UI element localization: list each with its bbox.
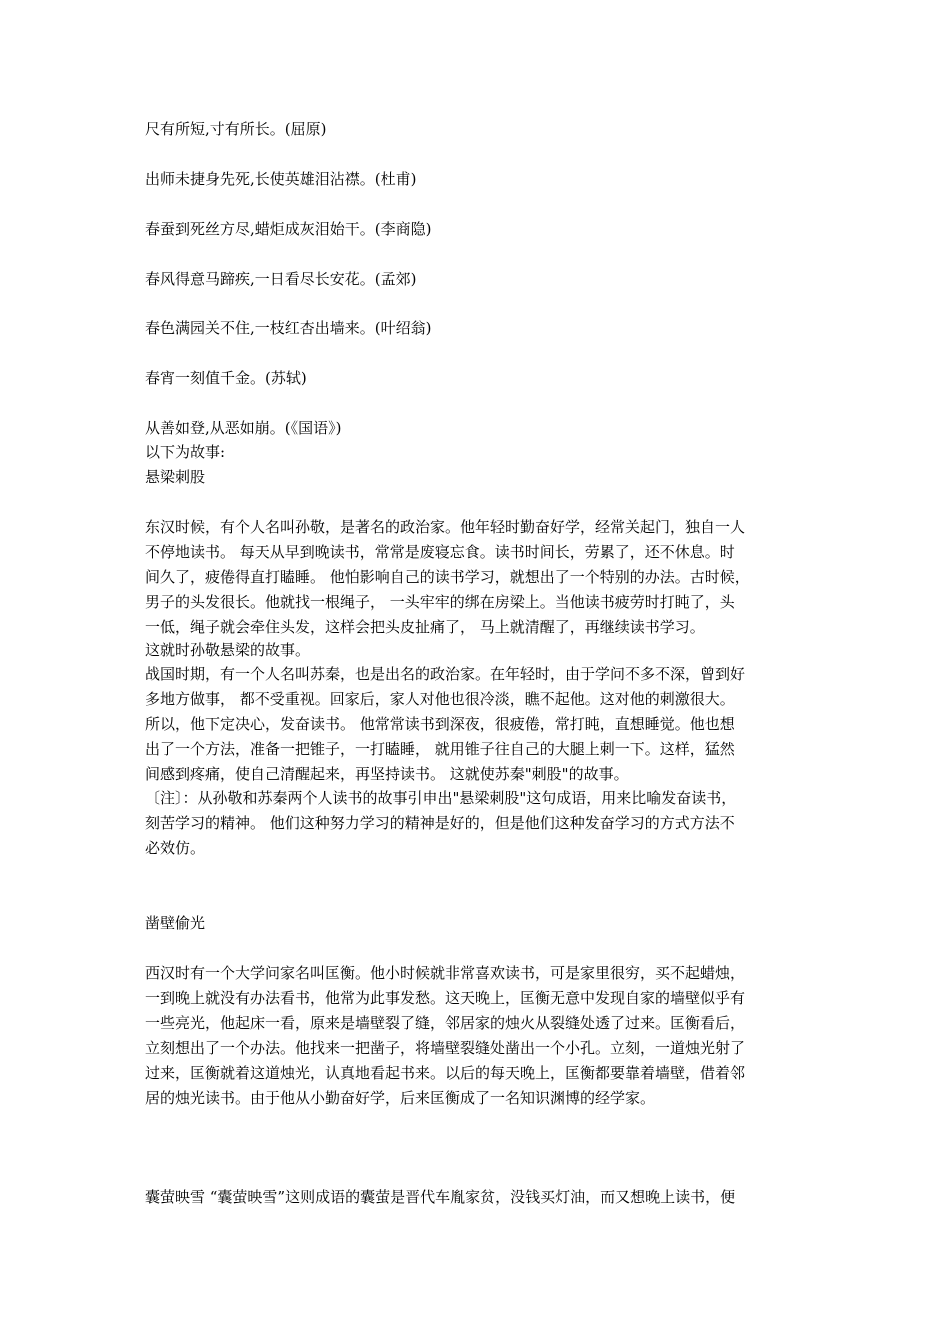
quote-line: 尺有所短,寸有所长。(屈原) [145, 120, 327, 138]
story-body-nangying: 囊萤映雪 “囊萤映雪”这则成语的囊萤是晋代车胤家贫，没钱买灯油，而又想晚上读书，便 [145, 1188, 736, 1206]
body-line: 所以，他下定决心，发奋读书。 他常常读书到深夜，很疲倦，常打盹，直想睡觉。他也想 [145, 715, 735, 733]
body-line: 间久了，疲倦得直打瞌睡。 他怕影响自己的读书学习，就想出了一个特别的办法。古时候， [145, 568, 750, 586]
note-line: 〔注〕：从孙敬和苏秦两个人读书的故事引申出"悬梁刺股"这句成语，用来比喻发奋读书， [145, 789, 737, 807]
note-line: 必效仿。 [145, 839, 206, 857]
body-line: 过来，匡衡就着这道烛光，认真地看起书来。以后的每天晚上，匡衡都要靠着墙壁，借着邻 [145, 1064, 746, 1082]
body-line: 不停地读书。 每天从早到晚读书，常常是废寝忘食。读书时间长，劳累了，还不休息。时 [145, 543, 735, 561]
story-title-xuanliang: 悬梁刺股 [145, 468, 206, 486]
body-line: 东汉时候，有个人名叫孙敬，是著名的政治家。他年轻时勤奋好学，经常关起门，独自一人 [145, 518, 746, 536]
body-line: 间感到疼痛，使自己清醒起来，再坚持读书。 这就使苏秦"刺股"的故事。 [145, 765, 629, 783]
quote-line: 春蚕到死丝方尽,蜡炬成灰泪始干。(李商隐) [145, 220, 432, 238]
body-line: 这就时孙敬悬梁的故事。 [145, 641, 311, 659]
body-line: 立刻想出了一个办法。他找来一把凿子，将墙壁裂缝处凿出一个小孔。立刻，一道烛光射了 [145, 1039, 746, 1057]
body-line: 西汉时有一个大学问家名叫匡衡。他小时候就非常喜欢读书，可是家里很穷，买不起蜡烛， [145, 964, 746, 982]
quote-line: 出师未捷身先死,长使英雄泪沾襟。(杜甫) [145, 170, 417, 188]
body-line: 多地方做事， 都不受重视。回家后，家人对他也很冷淡，瞧不起他。这对他的刺激很大。 [145, 690, 735, 708]
body-line: 一到晚上就没有办法看书，他常为此事发愁。这天晚上，匡衡无意中发现自家的墙壁似乎有 [145, 989, 746, 1007]
quote-line: 春色满园关不住,一枝红杏出墙来。(叶绍翁) [145, 319, 432, 337]
body-line: 战国时期，有一个人名叫苏秦，也是出名的政治家。在年轻时，由于学问不多不深，曾到好 [145, 665, 746, 683]
body-line: 男子的头发很长。他就找一根绳子， 一头牢牢的绑在房梁上。当他读书疲劳时打盹了，头 [145, 593, 735, 611]
body-line: 出了一个方法，准备一把锥子，一打瞌睡， 就用锥子往自己的大腿上刺一下。这样，猛然 [145, 740, 735, 758]
intro-text: 以下为故事: [145, 443, 226, 461]
story-title-zaobi: 凿壁偷光 [145, 914, 206, 932]
body-line: 一低，绳子就会牵住头发，这样会把头皮扯痛了， 马上就清醒了，再继续读书学习。 [145, 618, 705, 636]
quote-line: 春风得意马蹄疾,一日看尽长安花。(孟郊) [145, 270, 417, 288]
quote-line: 从善如登,从恶如崩。(《国语》) [145, 419, 342, 437]
quote-line: 春宵一刻值千金。(苏轼) [145, 369, 307, 387]
body-line: 一些亮光，他起床一看，原来是墙壁裂了缝，邻居家的烛火从裂缝处透了过来。匡衡看后， [145, 1014, 746, 1032]
note-line: 刻苦学习的精神。 他们这种努力学习的精神是好的，但是他们这种发奋学习的方式方法不 [145, 814, 735, 832]
body-line: 居的烛光读书。由于他从小勤奋好学，后来匡衡成了一名知识渊博的经学家。 [145, 1089, 656, 1107]
